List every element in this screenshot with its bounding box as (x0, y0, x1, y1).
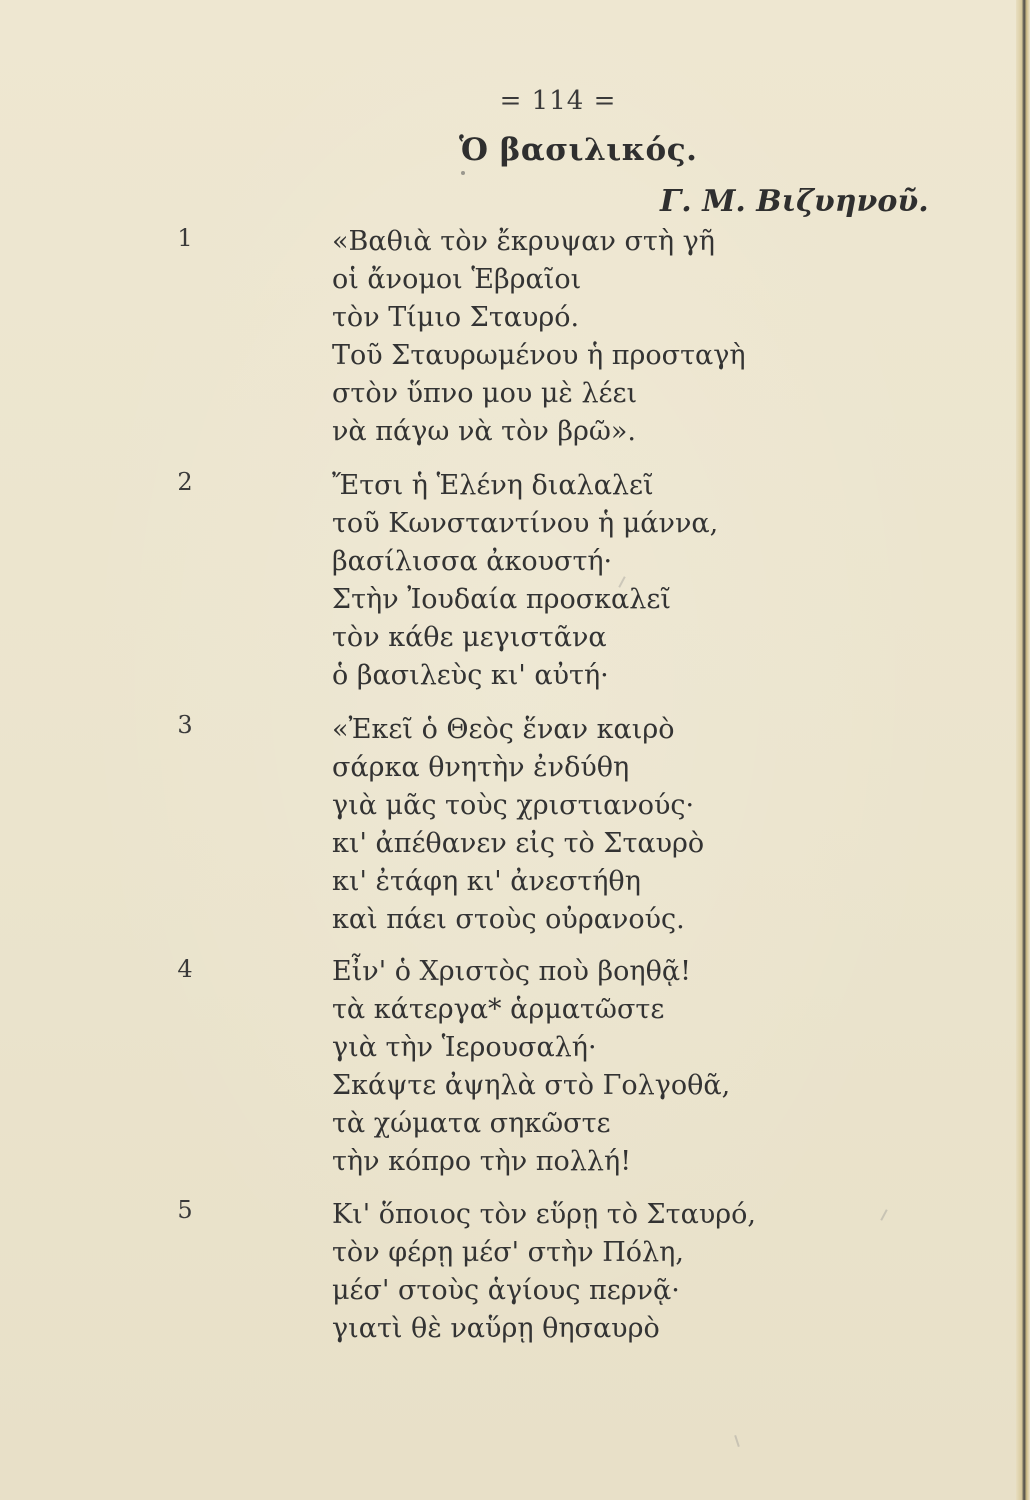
page-number: = 114 = (499, 86, 617, 116)
stanza-number: 2 (177, 468, 193, 496)
stanza-number: 5 (177, 1196, 193, 1224)
verse-line: τοῦ Κωνσταντίνου ἡ μάννα, (332, 508, 719, 539)
verse-line: γιατὶ θὲ ναὕρῃ θησαυρὸ (332, 1313, 660, 1344)
verse-line: σάρκα θνητὴν ἐνδύθη (332, 752, 630, 783)
verse-line: τὸν Τίμιο Σταυρό. (332, 302, 580, 333)
verse-line: καὶ πάει στοὺς οὐρανούς. (332, 904, 685, 935)
paper-speck (734, 1435, 740, 1447)
stanza-number: 3 (177, 711, 193, 739)
verse-line: κι' ἀπέθανεν εἰς τὸ Σταυρὸ (332, 828, 705, 859)
stanza (332, 1196, 762, 1348)
verse-line: τὰ χώματα σηκῶστε (332, 1108, 611, 1139)
verse-line: κι' ἐτάφη κι' ἀνεστήθη (332, 866, 641, 897)
verse-line: Στὴν Ἰουδαία προσκαλεῖ (332, 584, 671, 615)
verse-line: γιὰ μᾶς τοὺς χριστιανούς· (332, 790, 695, 821)
ink-speck (461, 171, 465, 175)
verse-line: βασίλισσα ἀκουστή· (332, 546, 613, 577)
verse-line: γιὰ τὴν Ἱερουσαλή· (332, 1032, 597, 1063)
verse-line: «Ἐκεῖ ὁ Θεὸς ἕναν καιρὸ (332, 714, 675, 745)
verse-line: μέσ' στοὺς ἁγίους περνᾷ· (332, 1275, 680, 1306)
verse-line: τὸν φέρῃ μέσ' στὴν Πόλη, (332, 1237, 684, 1268)
verse-line: Κι' ὅποιος τὸν εὕρῃ τὸ Σταυρό, (332, 1199, 756, 1230)
stanza (332, 711, 762, 939)
stanza (332, 223, 762, 451)
page-binding-edge (1016, 0, 1030, 1500)
verse-line: τὸν κάθε μεγιστᾶνα (332, 622, 607, 653)
verse-line: Ἔτσι ἡ Ἑλένη διαλαλεῖ (332, 470, 654, 501)
verse-line: τὴν κόπρο τὴν πολλή! (332, 1146, 632, 1177)
stanza (332, 953, 762, 1181)
poem-title: Ὁ βασιλικός. (459, 132, 698, 168)
verse-line: Εἶν' ὁ Χριστὸς ποὺ βοηθᾷ! (332, 956, 691, 987)
verse-line: Σκάψτε ἀψηλὰ στὸ Γολγοθᾶ, (332, 1070, 731, 1101)
stanza (332, 467, 762, 695)
verse-line: νὰ πάγω νὰ τὸν βρῶ». (332, 416, 636, 447)
verse-line: τὰ κάτεργα* ἁρματῶστε (332, 994, 665, 1025)
verse-line: Τοῦ Σταυρωμένου ἡ προσταγὴ (332, 340, 746, 371)
verse-line: οἱ ἄνομοι Ἑβραῖοι (332, 264, 582, 295)
paper-speck (880, 1209, 887, 1221)
author-name: Γ. Μ. Βιζυηνοῦ. (660, 184, 929, 219)
stanza-number: 4 (177, 955, 193, 983)
verse-line: «Βαθιὰ τὸν ἔκρυψαν στὴ γῆ (332, 226, 715, 257)
verse-line: ὁ βασιλεὺς κι' αὐτή· (332, 660, 609, 691)
verse-line: στὸν ὕπνο μου μὲ λέει (332, 378, 638, 409)
stanza-number: 1 (177, 224, 193, 252)
